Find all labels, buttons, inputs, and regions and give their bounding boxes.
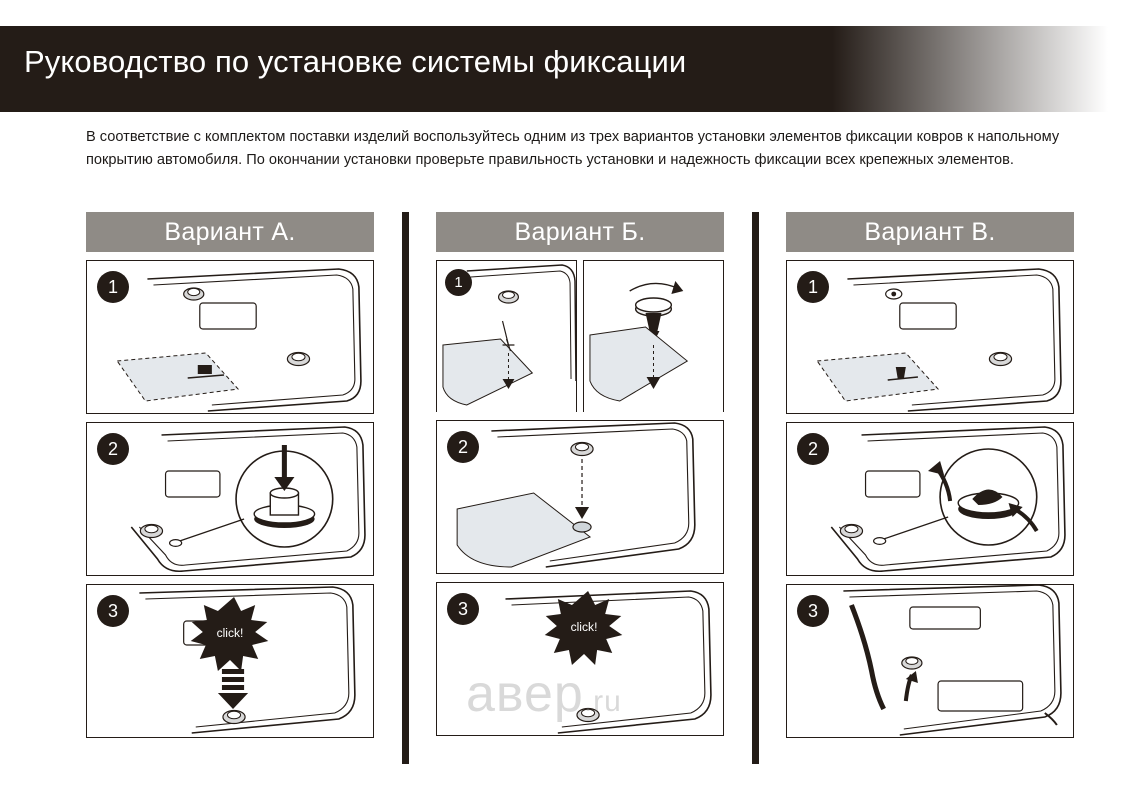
variant-a-step-2-panel: [86, 422, 374, 576]
variant-c-step-3-badge: 3: [797, 595, 829, 627]
mat-illustration: [787, 261, 1073, 413]
variant-b-step-3-badge: 3: [447, 593, 479, 625]
variant-c-step-2-panel: [786, 422, 1074, 576]
click-callout-b: click!: [570, 620, 598, 634]
variant-a-step-1-badge: 1: [97, 271, 129, 303]
variant-c-step-1-panel: [786, 260, 1074, 414]
mat-illustration: [787, 423, 1073, 575]
variant-a-step-3-badge: 3: [97, 595, 129, 627]
variant-a-header: Вариант А.: [86, 212, 374, 252]
mat-illustration: [437, 421, 723, 573]
watermark-suffix: .ru: [583, 685, 622, 718]
intro-paragraph: В соответствие с комплектом поставки изделий воспользуйтесь одним из трех вариантов установки элементов фиксации ковров к напольному покрытию автомобиля. По окончании установки проверьте правильность установки и надежность фиксации всех крепежных элементов.: [86, 129, 1060, 168]
variant-b-step-2-panel: [436, 420, 724, 574]
column-divider-1: [374, 212, 436, 764]
variant-c-header: Вариант В.: [786, 212, 1074, 252]
variant-b-step-3-panel: [436, 582, 724, 736]
banner-gradient-fade: [832, 26, 1132, 112]
variant-b-step-1-left: [436, 260, 577, 412]
rotate-illustration: [584, 261, 723, 412]
page-title: Руководство по установке системы фиксации: [24, 44, 687, 79]
mat-illustration: [787, 585, 1073, 737]
mat-illustration: [87, 423, 373, 575]
watermark-text: авер: [466, 665, 584, 723]
variant-b-step-1-right: [583, 260, 724, 412]
variant-a-step-3-panel: [86, 584, 374, 738]
variant-c-step-3-panel: [786, 584, 1074, 738]
variant-c-step-2-badge: 2: [797, 433, 829, 465]
variant-b-step-1-panel: [436, 260, 724, 412]
variant-a-step-2-badge: 2: [97, 433, 129, 465]
variant-b-step-2-badge: 2: [447, 431, 479, 463]
mat-illustration: [437, 583, 723, 735]
mat-illustration: [87, 585, 373, 737]
variant-column-c: [786, 212, 1074, 764]
variant-c-step-1-badge: 1: [797, 271, 829, 303]
variant-column-b: [436, 212, 724, 764]
click-callout-a: click!: [216, 626, 244, 640]
title-banner: [0, 26, 1132, 112]
mat-illustration: [87, 261, 373, 413]
column-divider-2: [724, 212, 786, 764]
variant-b-header: Вариант Б.: [436, 212, 724, 252]
variant-a-step-1-panel: [86, 260, 374, 414]
variants-container: [86, 212, 1082, 764]
variant-b-step-1-badge: 1: [445, 269, 472, 296]
variant-column-a: [86, 212, 374, 764]
